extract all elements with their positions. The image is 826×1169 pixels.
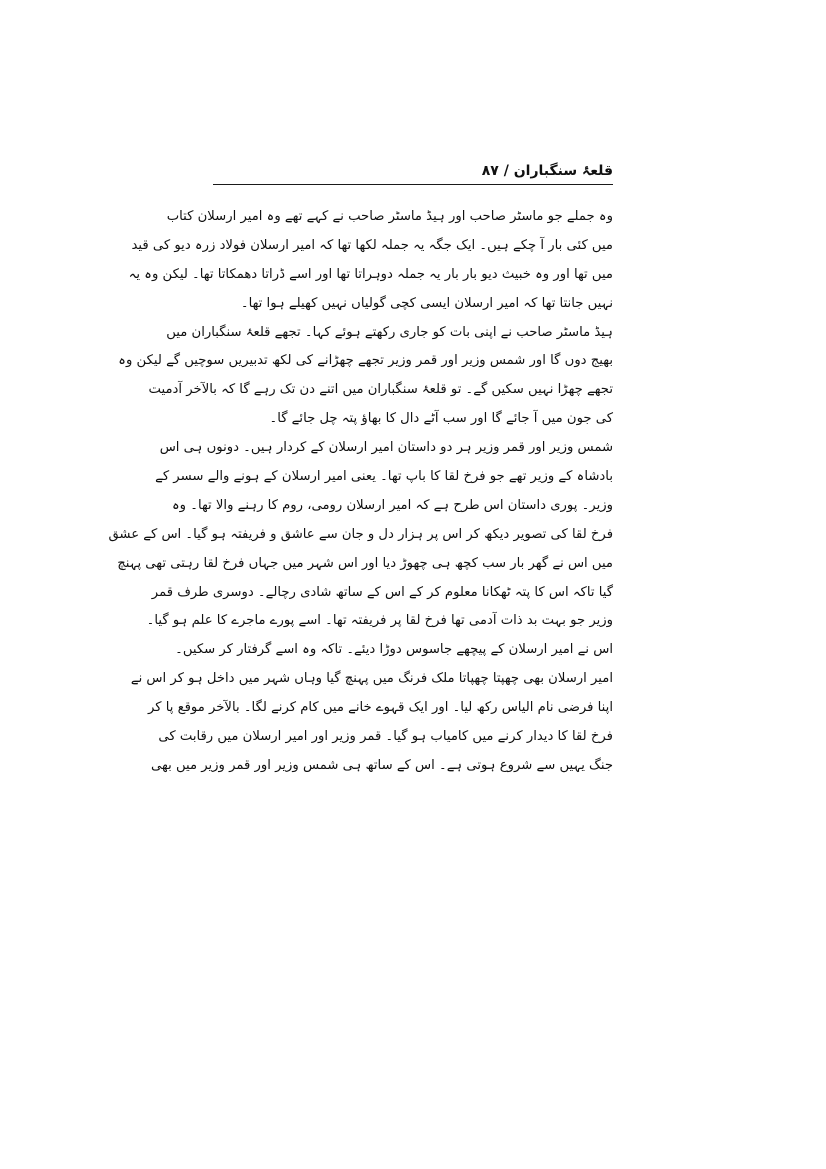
text-line: اس نے امیر ارسلان کے پیچھے جاسوس دوڑا دیئے۔ تاکہ وہ اسے گرفتار کر سکیں۔ <box>175 642 613 658</box>
text-line: امیر ارسلان بھی چھپتا چھپاتا ملک فرنگ میں پہنچ گیا وہاں شہر میں داخل ہو کر اس نے <box>130 671 613 687</box>
text-line: کی جون میں آ جائے گا اور سب آٹے دال کا بھاؤ پتہ چل جائے گا۔ <box>269 411 613 427</box>
text-line: میں تھا اور وہ خبیث دیو بار بار یہ جملہ دوہراتا تھا اور اسے ڈراتا دھمکاتا تھا۔ لیکن وہ یہ <box>128 266 613 282</box>
paragraph-1 <box>128 203 613 319</box>
text-line: ہیڈ ماسٹر صاحب نے اپنی بات کو جاری رکھتے ہوئے کہا۔ تجھے قلعۂ سنگباران میں <box>166 324 613 340</box>
text-line: بادشاہ کے وزیر تھے جو فرخ لقا کا باپ تھا۔ یعنی امیر ارسلان کے ہونے والے سسر کے <box>155 469 613 485</box>
text-line: شمس وزیر اور قمر وزیر ہر دو داستان امیر ارسلان کے کردار ہیں۔ دونوں ہی اس <box>159 440 613 456</box>
paragraph-3 <box>108 434 613 781</box>
text-line: گیا تاکہ اس کا پتہ ٹھکانا معلوم کر کے اس کے ساتھ شادی رچالے۔ دوسری طرف قمر <box>151 584 613 600</box>
body-text <box>108 203 613 781</box>
text-line: فرخ لقا کی تصویر دیکھ کر اس پر ہزار دل و جان سے عاشق و فریفتہ ہو گیا۔ اس کے عشق <box>108 526 613 542</box>
text-line: فرخ لقا کا دیدار کرنے میں کامیاب ہو گیا۔ قمر وزیر اور امیر ارسلان میں رقابت کی <box>158 729 613 745</box>
text-line: جنگ یہیں سے شروع ہوتی ہے۔ اس کے ساتھ ہی شمس وزیر اور قمر وزیر میں بھی <box>151 757 613 773</box>
text-line: وزیر۔ پوری داستان اس طرح ہے کہ امیر ارسلان رومی، روم کا رہنے والا تھا۔ وہ <box>171 497 613 513</box>
paragraph-2 <box>118 319 613 435</box>
header-divider <box>213 184 613 185</box>
text-line: نہیں جانتا تھا کہ امیر ارسلان ایسی کچی گولیاں نہیں کھیلے ہوا تھا۔ <box>240 295 613 311</box>
text-line: وزیر جو بہت بد ذات آدمی تھا فرخ لقا پر فریفتہ تھا۔ اسے پورے ماجرے کا علم ہو گیا۔ <box>146 613 613 629</box>
text-line: وہ جملے جو ماسٹر صاحب اور ہیڈ ماسٹر صاحب نے کہے تھے وہ امیر ارسلان کتاب <box>166 209 613 224</box>
text-line: میں کئی بار آ چکے ہیں۔ ایک جگہ یہ جملہ لکھا تھا کہ امیر ارسلان فولاد زرہ دیو کی قید <box>131 237 613 253</box>
text-line: تجھے چھڑا نہیں سکیں گے۔ تو قلعۂ سنگباران میں اتنے دن تک رہے گا کہ بالآخر آدمیت <box>148 382 613 398</box>
text-line: میں اس نے گھر بار سب کچھ ہی چھوڑ دیا اور اس شہر میں جہاں فرخ لقا رہتی تھی پہنچ <box>117 555 613 571</box>
text-line: بھیج دوں گا اور شمس وزیر اور قمر وزیر تجھے چھڑانے کی لکھ تدبیریں سوچیں گے لیکن وہ <box>118 353 613 369</box>
running-header: قلعۂ سنگباران / ۸۷ <box>481 163 613 179</box>
text-line: اپنا فرضی نام الیاس رکھ لیا۔ اور ایک قہوے خانے میں کام کرنے لگا۔ بالآخر موقع پا کر <box>147 700 613 716</box>
